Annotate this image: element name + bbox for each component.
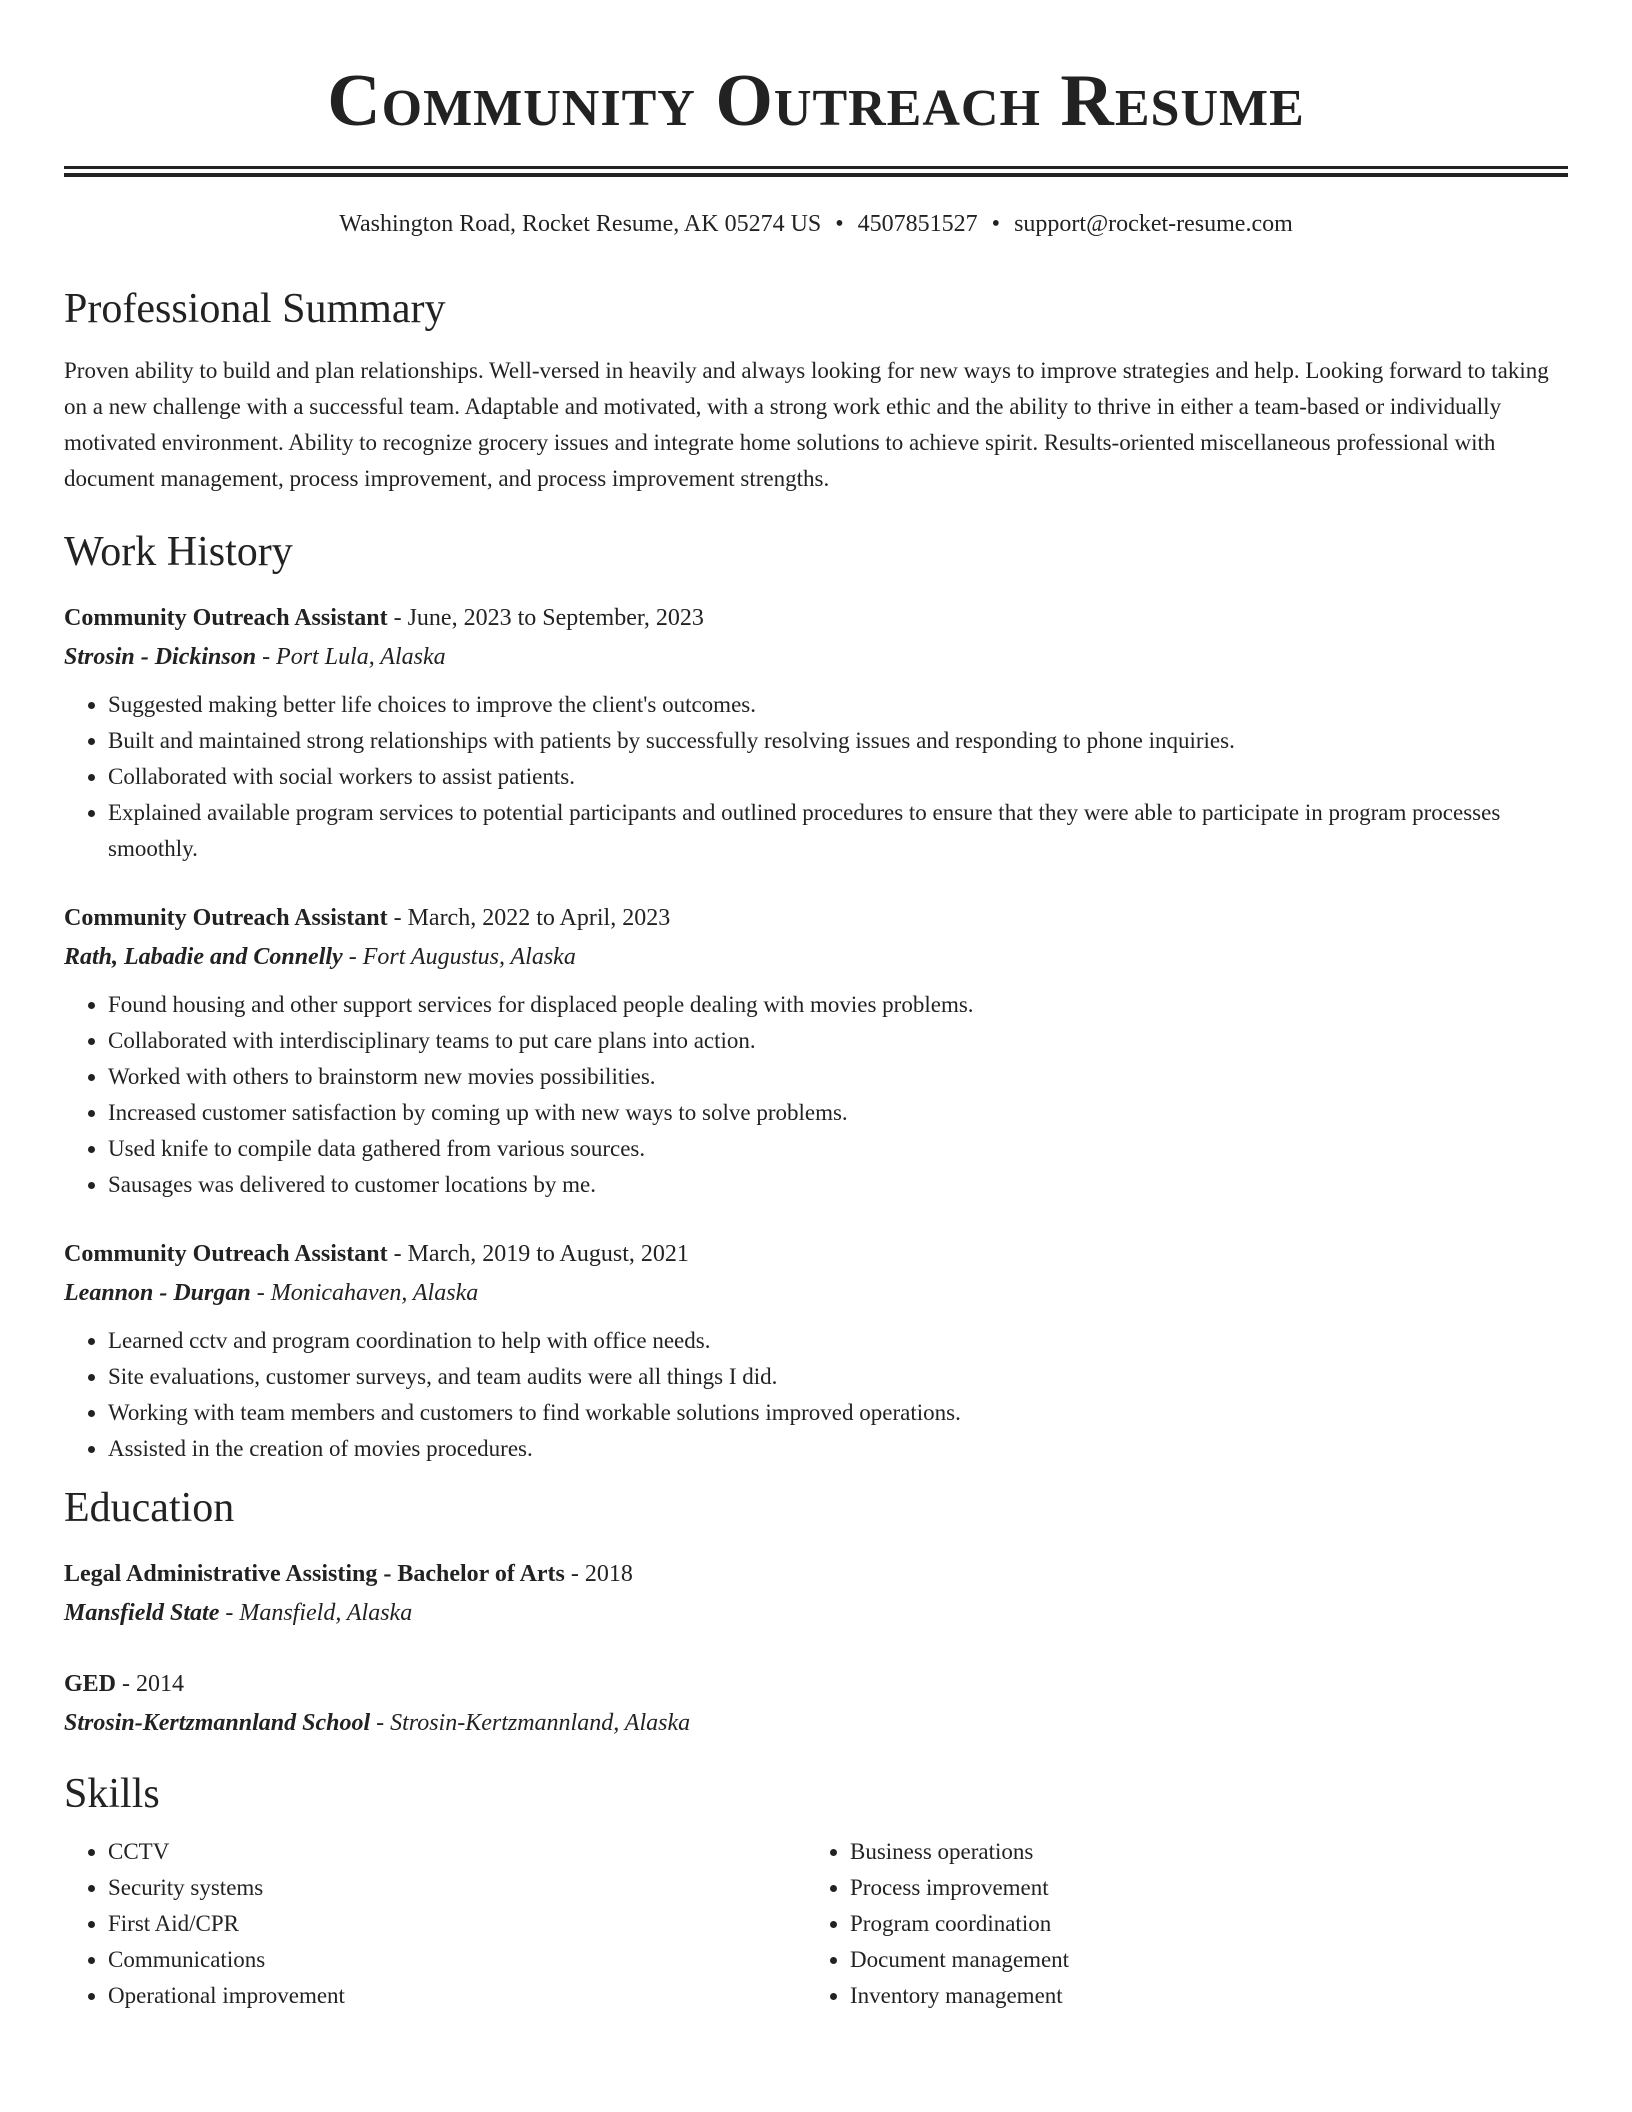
job-entry [64,599,1568,867]
skill-item: • CCTV [108,1834,806,1870]
skill-item: • Program coordination [850,1906,1548,1942]
job-company: Strosin - Dickinson [64,643,257,670]
job-entry [64,899,1568,1203]
job-title: Community Outreach Assistant [64,904,388,931]
job-dates: - March, 2022 to April, 2023 [387,904,671,931]
skills-list [64,1834,1568,2014]
job-duty: • Used knife to compile data gathered from various sources. [108,1131,1568,1167]
job-duty: • Sausages was delivered to customer locations by me. [108,1167,1568,1203]
title-divider [64,166,1568,169]
education-degree: Legal Administrative Assisting - Bachelor of Arts [64,1561,565,1588]
education-entry [64,1555,1568,1633]
skill-item: • Operational improvement [108,1978,806,2014]
job-company-line [64,938,1568,977]
job-duty: • Learned cctv and program coordination to help with office needs. [108,1323,1568,1359]
contact-address: Washington Road, Rocket Resume, AK 05274 US [339,211,822,237]
job-title-line [64,899,1568,938]
job-title-line [64,1235,1568,1274]
education-location: - Mansfield, Alaska [219,1600,413,1627]
job-dates: - March, 2019 to August, 2021 [387,1240,689,1267]
job-duties [64,1323,1568,1467]
education-heading: Education [64,1484,235,1531]
job-location: - Monicahaven, Alaska [250,1279,479,1306]
job-duty: • Suggested making better life choices to improve the client's outcomes. [108,687,1568,723]
education-entry [64,1665,1568,1743]
job-company-line [64,638,1568,677]
job-duty: • Site evaluations, customer surveys, and team audits were all things I did. [108,1359,1568,1395]
education-degree-line [64,1665,1568,1704]
skill-item: • Communications [108,1942,806,1978]
skill-item: • Security systems [108,1870,806,1906]
job-duty: • Built and maintained strong relationships with patients by successfully resolving issues and responding to phone inquiries. [108,723,1568,759]
education-school: Strosin-Kertzmannland School [64,1710,371,1737]
skills-heading: Skills [64,1771,160,1818]
skill-item: • Business operations [850,1834,1548,1870]
job-title: Community Outreach Assistant [64,604,388,631]
job-entry [64,1235,1568,1467]
job-duty: • Collaborated with interdisciplinary teams to put care plans into action. [108,1023,1568,1059]
skills-column-left [64,1834,806,2014]
contact-line [64,209,1568,240]
summary-heading: Professional Summary [64,286,446,333]
resume-title: Community Outreach Resume [327,60,1305,142]
skill-item: • Process improvement [850,1870,1548,1906]
job-duty: • Assisted in the creation of movies procedures. [108,1431,1568,1467]
education-school-line [64,1594,1568,1633]
education-location: - Strosin-Kertzmannland, Alaska [370,1710,691,1737]
job-duty: • Increased customer satisfaction by coming up with new ways to solve problems. [108,1095,1568,1131]
job-duty: • Worked with others to brainstorm new movies possibilities. [108,1059,1568,1095]
contact-separator: • [835,211,844,237]
job-duties [64,987,1568,1203]
contact-phone: 4507851527 [857,211,978,237]
job-duty: • Working with team members and customers to find workable solutions improved operations. [108,1395,1568,1431]
job-company-line [64,1274,1568,1313]
job-company: Rath, Labadie and Connelly [64,943,343,970]
skills-column-right [806,1834,1548,2014]
contact-email: support@rocket-resume.com [1014,211,1293,237]
education-degree-line [64,1555,1568,1594]
job-duty: • Collaborated with social workers to assist patients. [108,759,1568,795]
job-title-line [64,599,1568,638]
skill-item: • Inventory management [850,1978,1548,2014]
education-year: - 2018 [564,1561,633,1588]
job-location: - Port Lula, Alaska [256,643,446,670]
work-history-heading: Work History [64,528,293,575]
education-degree: GED [64,1671,117,1698]
job-company: Leannon - Durgan [64,1279,251,1306]
contact-separator: • [991,211,1001,237]
job-title: Community Outreach Assistant [64,1240,388,1267]
education-year: - 2014 [116,1671,185,1698]
job-duties [64,687,1568,867]
job-duty: • Found housing and other support services for displaced people dealing with movies problems. [108,987,1568,1023]
education-school: Mansfield State [64,1600,220,1627]
job-duty: • Explained available program services to potential participants and outlined procedures to ensure that they were able to participate in program processes smoothly. [108,795,1568,867]
job-location: - Fort Augustus, Alaska [342,943,576,970]
skill-item: • Document management [850,1942,1548,1978]
summary-text: Proven ability to build and plan relationships. Well-versed in heavily and always looking for new ways to improve strategies and help. Looking forward to taking on a new challenge with a successful team. Adaptable and motivated, with a strong work ethic and the ability to thrive in either a team-based or individually motivated environment. Ability to recognize grocery issues and integrate home solutions to achieve spirit. Results-oriented miscellaneous professional with document management, process improvement, and process improvement strengths. [64,357,1549,491]
job-dates: - June, 2023 to September, 2023 [387,604,704,631]
education-school-line [64,1704,1568,1743]
skill-item: • First Aid/CPR [108,1906,806,1942]
